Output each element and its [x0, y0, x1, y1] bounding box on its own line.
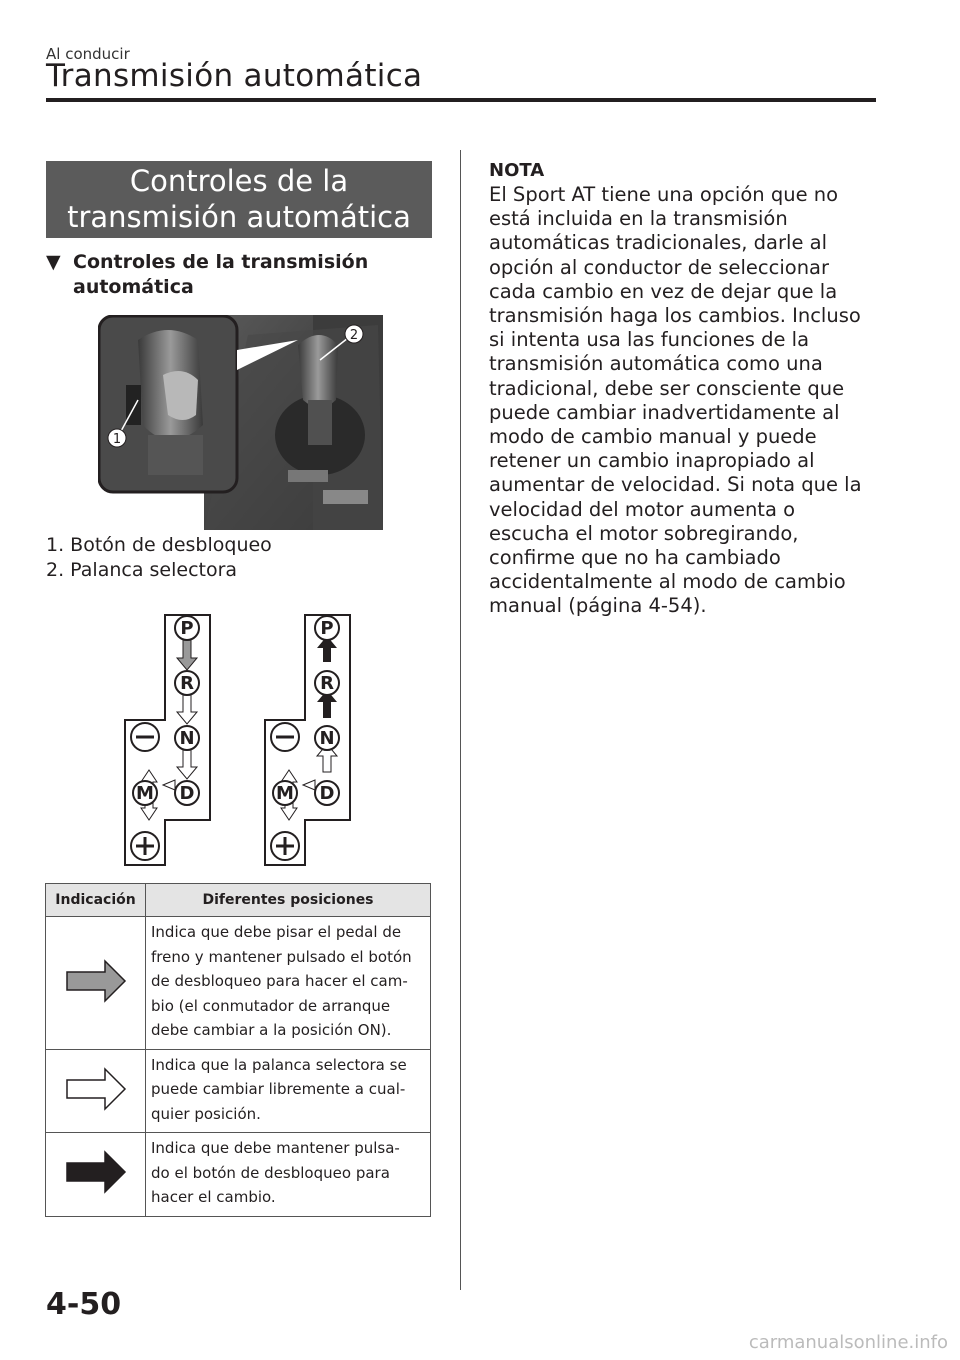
shift-pattern-diagram [120, 610, 360, 870]
note-line: confirme que no ha cambiado [489, 546, 781, 570]
gear-label-n: N [179, 728, 195, 749]
column-divider [460, 150, 461, 1290]
page-number: 4-50 [46, 1287, 122, 1322]
section-label: Al conducir [46, 45, 130, 63]
table-cell-line: de desbloqueo para hacer el cam- [151, 972, 408, 990]
section-title-line2: transmisión automática [67, 200, 411, 234]
section-title-box [46, 161, 432, 238]
note-line: retener un cambio inapropiado al [489, 449, 815, 473]
photo-legend-item: 1. Botón de desbloqueo [46, 534, 272, 556]
table-header-positions: Diferentes posiciones [146, 884, 431, 917]
gear-label-m: M [276, 783, 294, 804]
header-rule [46, 98, 876, 102]
note-line: modo de cambio manual y puede [489, 425, 817, 449]
table-row [46, 917, 431, 1050]
table-row [46, 1133, 431, 1217]
photo-legend-item: 2. Palanca selectora [46, 559, 238, 581]
black-arrow-icon [65, 1150, 127, 1194]
note-line: opción al conductor de seleccionar [489, 255, 830, 279]
table-cell-line: hacer el cambio. [151, 1188, 276, 1206]
note-line: velocidad del motor aumenta o [489, 497, 796, 521]
table-cell-line: puede cambiar libremente a cual- [151, 1080, 406, 1098]
gear-label-n: N [319, 728, 335, 749]
gear-label-m: M [136, 783, 154, 804]
gear-label-r: R [320, 673, 334, 694]
photo-legend-list [46, 533, 272, 583]
table-cell-line: debe cambiar a la posición ON). [151, 1021, 392, 1039]
table-cell-line: do el botón de desbloqueo para [151, 1163, 390, 1182]
note-line: accidentalmente al modo de cambio [489, 570, 846, 594]
note-line: manual (página 4-54). [489, 594, 707, 618]
gear-label-d: D [319, 783, 335, 804]
note-line: El Sport AT tiene una opción que no [489, 183, 839, 206]
gear-label-p: P [320, 618, 334, 639]
callout-2: 2 [349, 328, 359, 343]
table-cell-line: Indica que debe pisar el pedal de [151, 923, 402, 941]
table-cell-line: quier posición. [151, 1104, 261, 1123]
table-cell-line: bio (el conmutador de arranque [151, 996, 391, 1015]
indicator-legend-table [45, 883, 431, 1217]
gear-label-d: D [179, 783, 195, 804]
note-line: cada cambio en vez de dejar que la [489, 279, 838, 303]
note-line: si intenta usa las funciones de la [489, 328, 810, 352]
shift-lever-photo [98, 315, 383, 530]
page-header-title: Transmisión automática [46, 58, 423, 94]
table-cell-line: freno y mantener pulsado el botón [151, 947, 412, 966]
subheading [46, 250, 369, 298]
white-arrow-icon [65, 1067, 127, 1111]
subheading-line2: automática [73, 276, 194, 298]
table-row [46, 1049, 431, 1133]
gear-label-p: P [180, 618, 194, 639]
note-heading: NOTA [489, 160, 545, 181]
table-cell-line: Indica que la palanca selectora se [151, 1055, 407, 1074]
gear-label-r: R [180, 673, 194, 694]
callout-1: 1 [112, 432, 122, 447]
note-line: puede cambiar inadvertidamente al [489, 400, 840, 424]
triangle-icon: ▼ [46, 251, 61, 273]
note-line: transmisión automática como una [489, 352, 823, 376]
subheading-line1: Controles de la transmisión [73, 251, 369, 273]
table-header-indication: Indicación [46, 884, 146, 917]
watermark: carmanualsonline.info [748, 1332, 948, 1353]
table-cell-line: Indica que debe mantener pulsa- [151, 1139, 400, 1157]
note-line: automáticas tradicionales, darle al [489, 231, 828, 255]
note-line: está incluida en la transmisión [489, 207, 788, 231]
note-line: aumentar de velocidad. Si nota que la [489, 473, 862, 497]
note-line: escucha el motor sobregirando, [489, 521, 799, 545]
section-title-line1: Controles de la [129, 164, 349, 198]
gray-arrow-icon [65, 959, 127, 1003]
note-body [489, 183, 879, 619]
note-line: tradicional, debe ser consciente que [489, 376, 845, 400]
note-line: transmisión haga los cambios. Incluso [489, 304, 861, 328]
